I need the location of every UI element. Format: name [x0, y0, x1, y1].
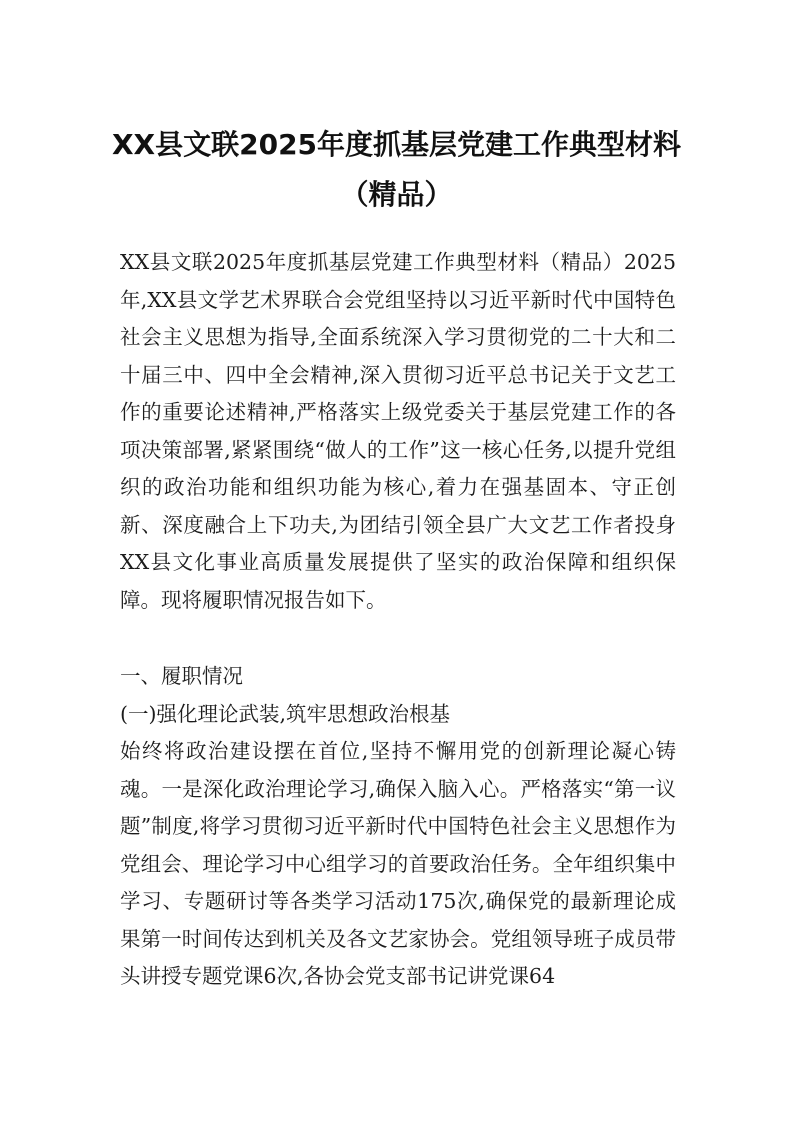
- intro-paragraph: XX县文联2025年度抓基层党建工作典型材料（精品）2025年,XX县文学艺术界联合会党组坚持以习近平新时代中国特色社会主义思想为指导,全面系统深入学习贯彻党的二十大和二十届三中、四中全会精神,深入贯彻习近平总书记关于文艺工作的重要论述精神,严格落实上级党委关于基层党建工作的各项决策部署,紧紧围绕“做人的工作”这一核心任务,以提升党组织的政治功能和组织功能为核心,着力在强基固本、守正创新、深度融合上下功夫,为团结引领全县广大文艺工作者投身XX县文化事业高质量发展提供了坚实的政治保障和组织保障。现将履职情况报告如下。: [120, 250, 676, 612]
- subsection-heading: (一)强化理论武装,筑牢思想政治根基: [120, 702, 451, 726]
- body-paragraph: 始终将政治建设摆在首位,坚持不懈用党的创新理论凝心铸魂。一是深化政治理论学习,确保入脑入心。严格落实“第一议题”制度,将学习贯彻习近平新时代中国特色社会主义思想作为党组会、理论学习中心组学习的首要政治任务。全年组织集中学习、专题研讨等各类学习活动175次,确保党的最新理论成果第一时间传达到机关及各文艺家协会。党组领导班子成员带头讲授专题党课6次,各协会党支部书记讲党课64: [120, 739, 676, 988]
- section-heading: 一、履职情况: [120, 664, 243, 688]
- document-title: XX县文联2025年度抓基层党建工作典型材料（精品）: [111, 128, 682, 211]
